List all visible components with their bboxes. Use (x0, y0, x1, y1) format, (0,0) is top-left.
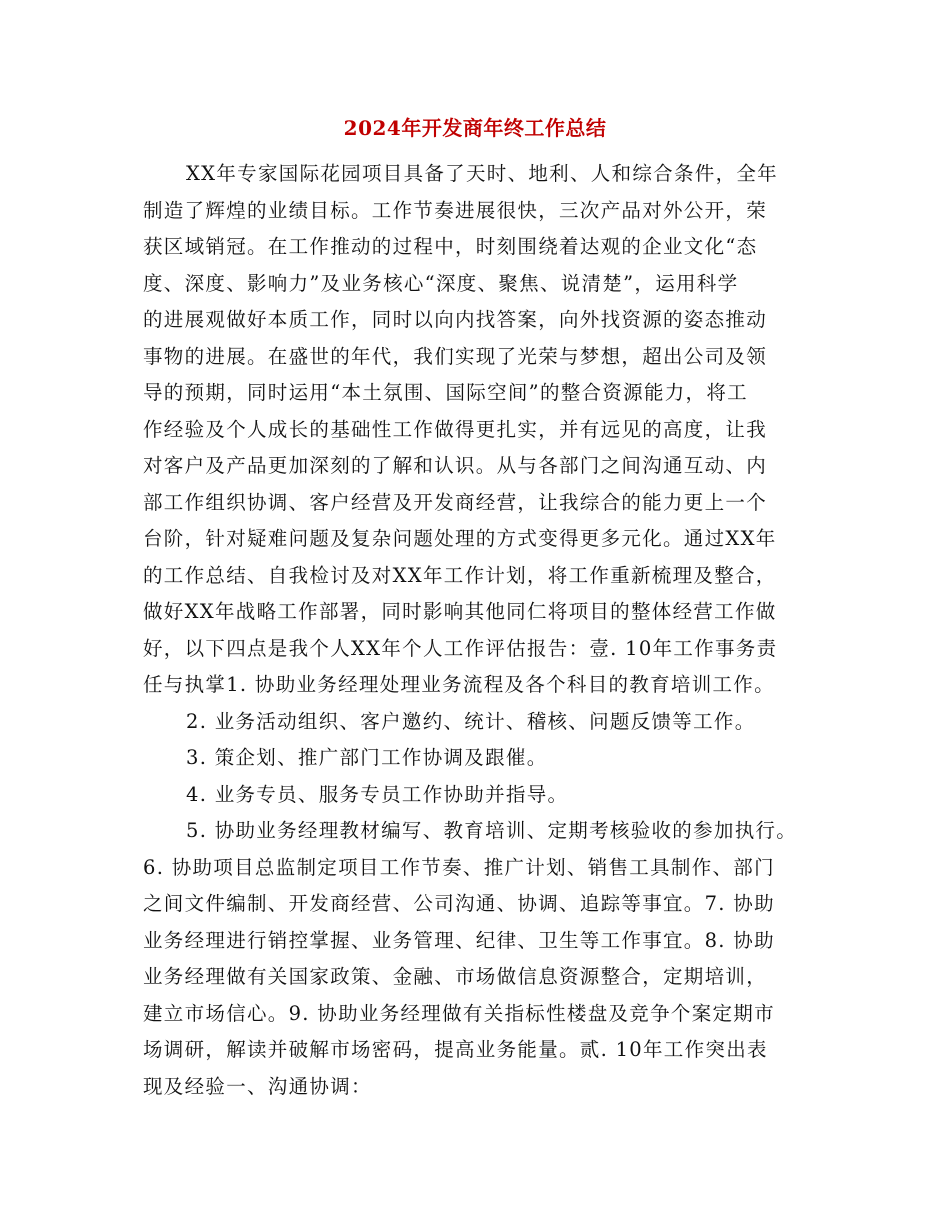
paragraph-line: 部工作组织协调、客户经营及开发商经营，让我综合的能力更上一个 (143, 490, 768, 514)
paragraph-line: 导的预期，同时运用“本土氛围、国际空间”的整合资源能力，将工 (143, 381, 748, 404)
list-item: 3. 策企划、推广部门工作协调及跟催。 (186, 746, 548, 769)
document-body (143, 156, 833, 1105)
paragraph-line: 6. 协助项目总监制定项目工作节奏、推广计划、销售工具制作、部门 (143, 855, 775, 879)
paragraph-line: 台阶，针对疑难问题及复杂问题处理的方式变得更多元化。通过XX年 (143, 527, 777, 550)
paragraph-line: 事物的进展。在盛世的年代，我们实现了光荣与梦想，超出公司及领 (143, 344, 768, 368)
paragraph-line: 度、深度、影响力”及业务核心“深度、聚焦、说清楚”，运用科学 (143, 271, 739, 295)
paragraph-line: 现及经验一、沟通协调： (143, 1074, 372, 1098)
paragraph-line: 业务经理进行销控掌握、业务管理、纪律、卫生等工作事宜。8. 协助 (143, 928, 775, 952)
paragraph-line: 的工作总结、自我检讨及对XX年工作计划，将工作重新梳理及整合， (143, 563, 777, 587)
paragraph-line: 对客户及产品更加深刻的了解和认识。从与各部门之间沟通互动、内 (143, 454, 768, 477)
paragraph-line: 建立市场信心。9. 协助业务经理做有关指标性楼盘及竞争个案定期市 (143, 1001, 775, 1025)
paragraph-line: 任与执掌1. 协助业务经理处理业务流程及各个科目的教育培训工作。 (143, 673, 775, 696)
paragraph-line: XX年专家国际花园项目具备了天时、地利、人和综合条件，全年 (186, 162, 778, 185)
paragraph-line: 获区域销冠。在工作推动的过程中，时刻围绕着达观的企业文化“态 (143, 235, 758, 258)
paragraph-line: 做好XX年战略工作部署，同时影响其他同仁将项目的整体经营工作做 (143, 600, 777, 623)
list-item: 5. 协助业务经理教材编写、教育培训、定期考核验收的参加执行。 (186, 819, 798, 842)
paragraph-line: 制造了辉煌的业绩目标。工作节奏进展很快，三次产品对外公开，荣 (143, 198, 768, 222)
document-title: 2024年开发商年终工作总结 (343, 116, 607, 140)
list-item: 4. 业务专员、服务专员工作协助并指导。 (186, 782, 569, 806)
list-item: 2. 业务活动组织、客户邀约、统计、稽核、问题反馈等工作。 (186, 709, 756, 733)
paragraph-line: 业务经理做有关国家政策、金融、市场做信息资源整合，定期培训， (143, 965, 768, 988)
paragraph-line: 的进展观做好本质工作，同时以向内找答案，向外找资源的姿态推动 (143, 308, 768, 331)
paragraph-line: 作经验及个人成长的基础性工作做得更扎实，并有远见的高度，让我 (143, 417, 768, 441)
paragraph-line: 之间文件编制、开发商经营、公司沟通、协调、追踪等事宜。7. 协助 (143, 892, 775, 915)
paragraph-line: 好，以下四点是我个人XX年个人工作评估报告：壹. 10年工作事务责 (143, 636, 778, 660)
paragraph-line: 场调研，解读并破解市场密码，提高业务能量。贰. 10年工作突出表 (143, 1038, 768, 1061)
